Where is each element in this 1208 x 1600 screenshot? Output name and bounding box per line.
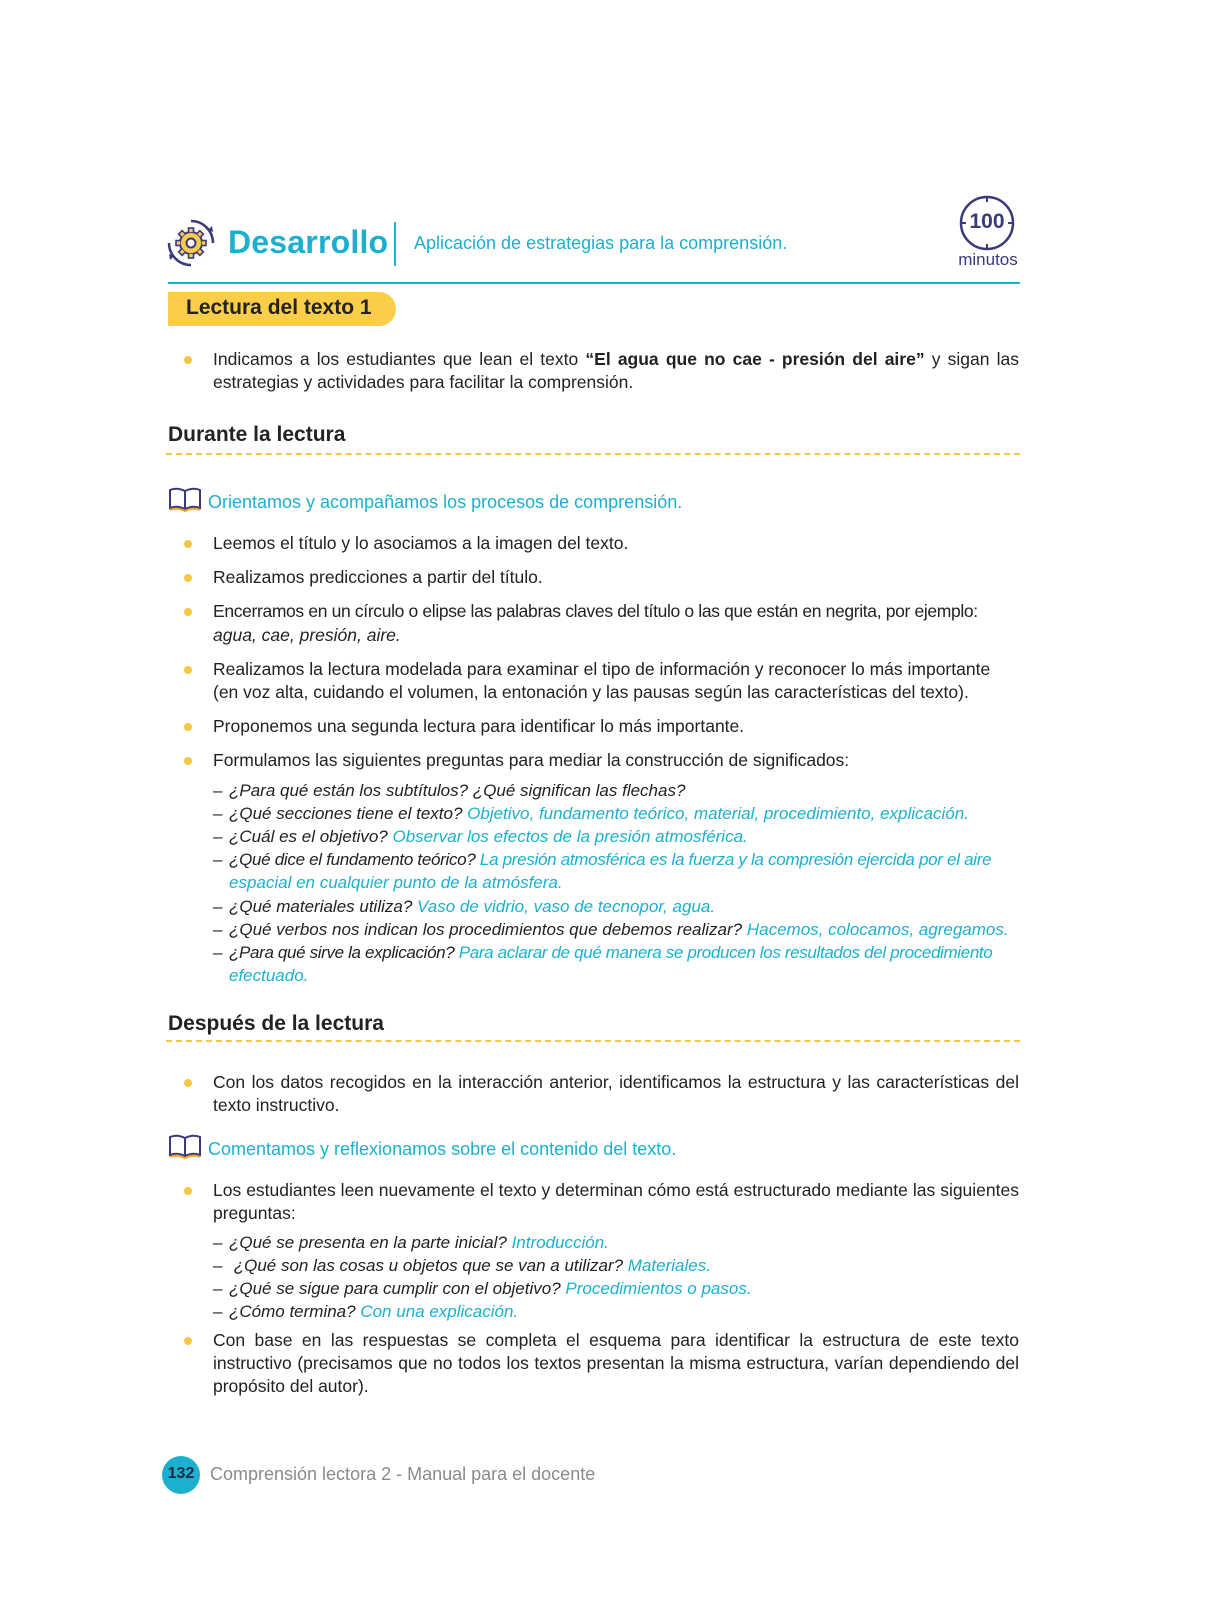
- bullet-icon: [184, 608, 192, 616]
- list-item: Realizamos la lectura modelada para examinar el tipo de información y reconocer lo más importante (en voz alta, cuidando el volumen, la entonación y las pausas según las características del texto).: [213, 659, 991, 702]
- bullet-icon: [184, 1337, 192, 1345]
- bullet-icon: [184, 1187, 192, 1195]
- bullet-icon: [184, 540, 192, 548]
- header-rule: [168, 282, 1020, 284]
- caption-despues: Comentamos y reflexionamos sobre el contenido del texto.: [208, 1139, 677, 1159]
- intro-paragraph: Indicamos a los estudiantes que lean el texto “El agua que no cae - presión del aire” y sigan las estrategias y actividades para facilitar la comprensión.: [213, 349, 1019, 392]
- question-item-cont: espacial en cualquier punto de la atmósfera.: [229, 873, 563, 892]
- question-item: – ¿Para qué están los subtítulos? ¿Qué significan las flechas?: [213, 781, 686, 800]
- question-item: – ¿Para qué sirve la explicación? Para aclarar de qué manera se producen los resultados del procedimiento: [213, 943, 993, 962]
- question-item: – ¿Qué se presenta en la parte inicial? Introducción.: [213, 1233, 609, 1252]
- bullet-icon: [184, 356, 192, 364]
- question-item-cont: efectuado.: [229, 966, 309, 985]
- gear-icon: [166, 218, 216, 268]
- question-item: – ¿Cómo termina? Con una explicación.: [213, 1302, 519, 1321]
- dashed-divider: [166, 453, 1020, 455]
- list-item: Proponemos una segunda lectura para identificar lo más importante.: [213, 716, 745, 736]
- bullet-icon: [184, 1079, 192, 1087]
- question-item: – ¿Qué se sigue para cumplir con el objetivo? Procedimientos o pasos.: [213, 1279, 752, 1298]
- timer-unit: minutos: [958, 250, 1018, 269]
- list-item-example: agua, cae, presión, aire.: [213, 625, 401, 645]
- page-number: 132: [167, 1465, 195, 1482]
- question-item: – ¿Qué materiales utiliza? Vaso de vidrio, vaso de tecnopor, agua.: [213, 897, 716, 916]
- list-item: Encerramos en un círculo o elipse las palabras claves del título o las que están en negrita, por ejemplo:: [213, 601, 978, 621]
- list-item: Los estudiantes leen nuevamente el texto y determinan cómo está estructurado mediante las siguientes preguntas:: [213, 1180, 1019, 1223]
- question-item: – ¿Qué secciones tiene el texto? Objetivo, fundamento teórico, material, procedimiento, explicación.: [213, 804, 969, 823]
- heading-durante: Durante la lectura: [168, 423, 346, 446]
- question-item: – ¿Qué son las cosas u objetos que se van a utilizar? Materiales.: [213, 1256, 711, 1275]
- section-tab-label: Lectura del texto 1: [186, 296, 372, 319]
- page-title: Desarrollo: [228, 224, 389, 260]
- bullet-icon: [184, 723, 192, 731]
- list-item: Formulamos las siguientes preguntas para mediar la construcción de significados:: [213, 750, 850, 770]
- list-item: Leemos el título y lo asociamos a la imagen del texto.: [213, 533, 629, 553]
- book-icon: [168, 486, 202, 512]
- caption-durante: Orientamos y acompañamos los procesos de comprensión.: [208, 492, 683, 512]
- footer-title: Comprensión lectora 2 - Manual para el docente: [210, 1464, 596, 1484]
- question-item: – ¿Qué verbos nos indican los procedimientos que debemos realizar? Hacemos, colocamos, agregamos.: [213, 920, 1009, 939]
- bullet-icon: [184, 574, 192, 582]
- page-subtitle: Aplicación de estrategias para la comprensión.: [414, 233, 788, 253]
- question-item: – ¿Cuál es el objetivo? Observar los efectos de la presión atmosférica.: [213, 827, 748, 846]
- header-divider: [394, 222, 396, 266]
- heading-despues: Después de la lectura: [168, 1012, 384, 1035]
- list-item: Realizamos predicciones a partir del título.: [213, 567, 543, 587]
- timer-value: 100: [969, 210, 1005, 233]
- bullet-icon: [184, 666, 192, 674]
- bullet-icon: [184, 757, 192, 765]
- list-item: Con base en las respuestas se completa el esquema para identificar la estructura de este texto instructivo (precisamos que no todos los textos presentan la misma estructura, varían dependiendo del propósito del autor).: [213, 1330, 1019, 1396]
- book-icon: [168, 1133, 202, 1159]
- question-item: – ¿Qué dice el fundamento teórico? La presión atmosférica es la fuerza y la compresión ejercida por el aire: [213, 850, 992, 869]
- list-item: Con los datos recogidos en la interacción anterior, identificamos la estructura y las características del texto instructivo.: [213, 1072, 1019, 1115]
- dashed-divider: [166, 1040, 1020, 1042]
